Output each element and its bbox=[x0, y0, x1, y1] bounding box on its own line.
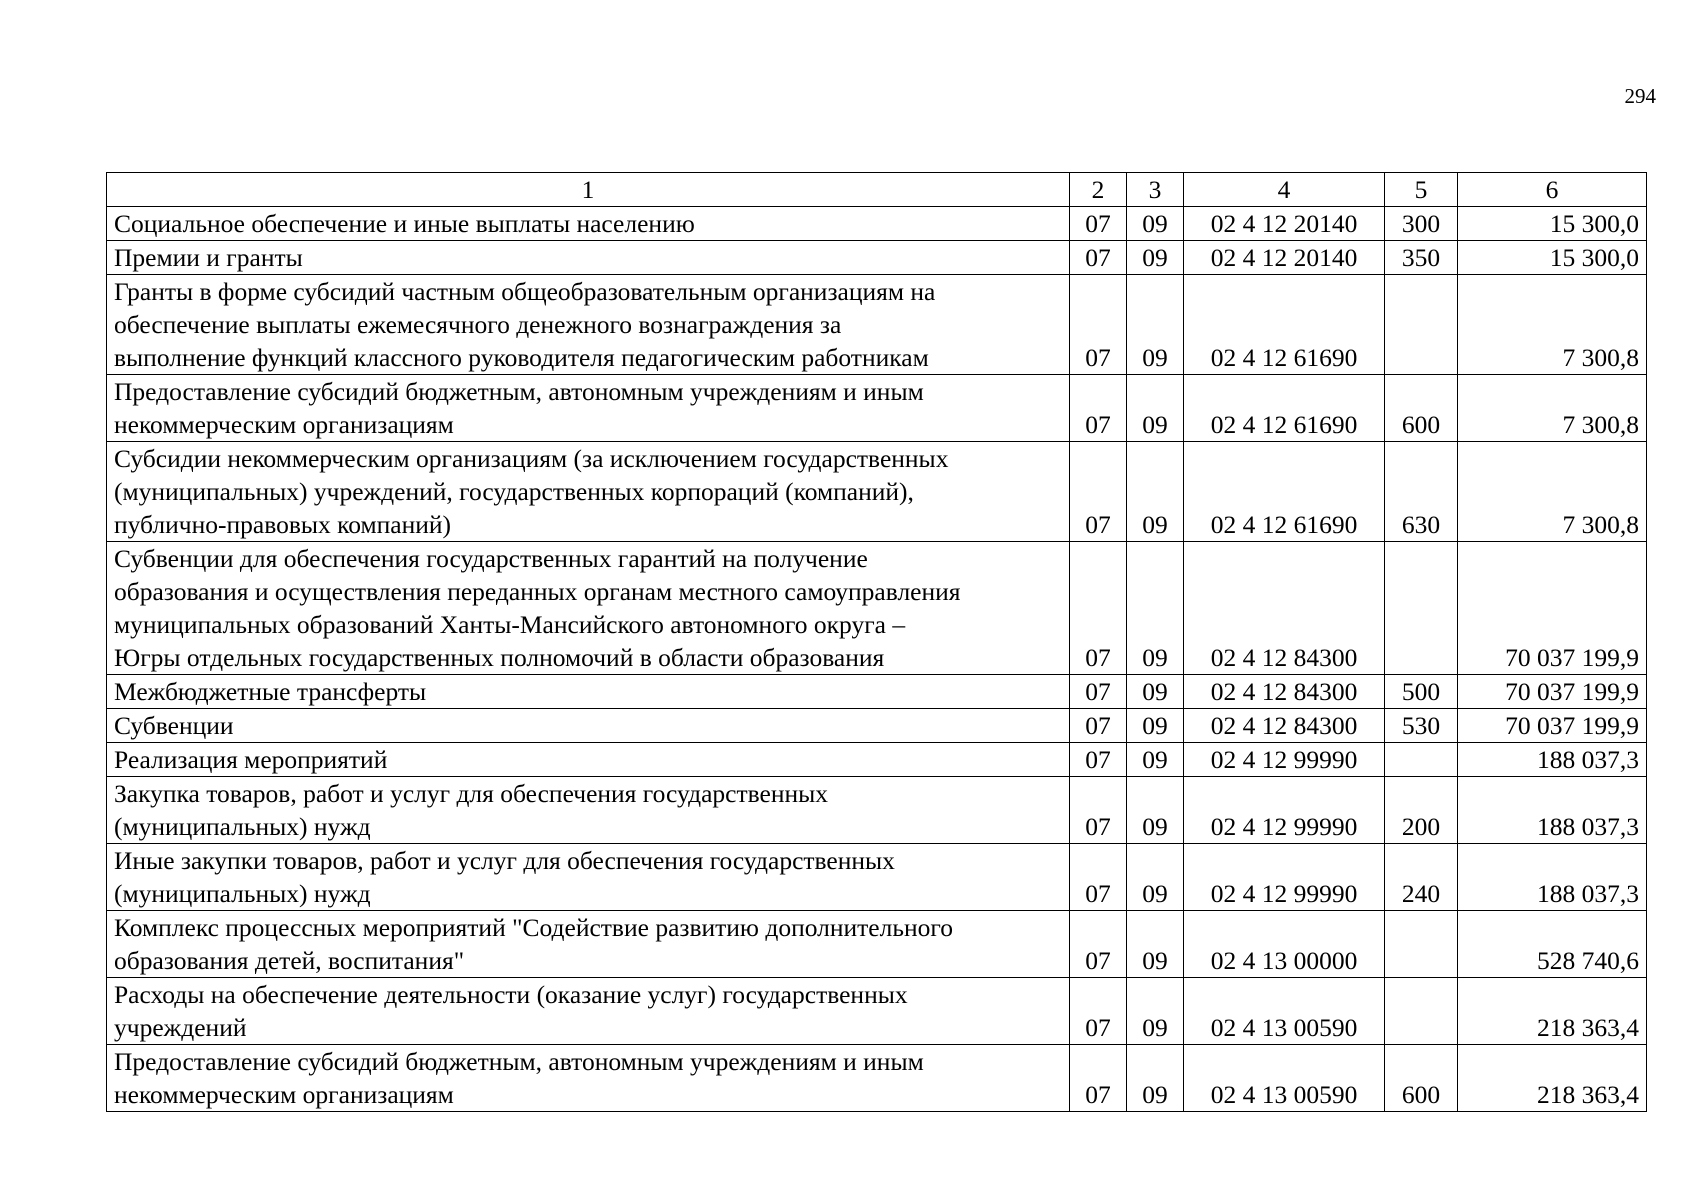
table-row bbox=[107, 375, 1647, 442]
row-amount: 70 037 199,9 bbox=[1458, 709, 1647, 743]
row-amount: 188 037,3 bbox=[1458, 743, 1647, 777]
row-section-code: 07 bbox=[1070, 241, 1127, 275]
row-subsection-code: 09 bbox=[1127, 709, 1184, 743]
row-expense-type-code: 350 bbox=[1385, 241, 1458, 275]
row-section-code: 07 bbox=[1070, 675, 1127, 709]
row-description: Межбюджетные трансферты bbox=[107, 675, 1070, 709]
row-amount: 188 037,3 bbox=[1458, 844, 1647, 911]
row-subsection-code: 09 bbox=[1127, 542, 1184, 675]
row-target-article-code: 02 4 12 61690 bbox=[1184, 375, 1385, 442]
row-description: Комплекс процессных мероприятий "Содействие развитию дополнительного образования детей, воспитания" bbox=[107, 911, 1070, 978]
row-subsection-code: 09 bbox=[1127, 275, 1184, 375]
row-section-code: 07 bbox=[1070, 207, 1127, 241]
row-target-article-code: 02 4 12 20140 bbox=[1184, 241, 1385, 275]
row-target-article-code: 02 4 12 61690 bbox=[1184, 442, 1385, 542]
row-section-code: 07 bbox=[1070, 844, 1127, 911]
table-row bbox=[107, 241, 1647, 275]
table-row bbox=[107, 675, 1647, 709]
row-section-code: 07 bbox=[1070, 978, 1127, 1045]
table-row bbox=[107, 207, 1647, 241]
row-expense-type-code bbox=[1385, 978, 1458, 1045]
row-subsection-code: 09 bbox=[1127, 207, 1184, 241]
header-cell: 1 bbox=[107, 173, 1070, 207]
table-row bbox=[107, 844, 1647, 911]
row-expense-type-code bbox=[1385, 542, 1458, 675]
row-description: Предоставление субсидий бюджетным, автономным учреждениям и иным некоммерческим организациям bbox=[107, 375, 1070, 442]
row-description: Расходы на обеспечение деятельности (оказание услуг) государственных учреждений bbox=[107, 978, 1070, 1045]
row-section-code: 07 bbox=[1070, 375, 1127, 442]
row-amount: 7 300,8 bbox=[1458, 375, 1647, 442]
row-amount: 188 037,3 bbox=[1458, 777, 1647, 844]
row-subsection-code: 09 bbox=[1127, 241, 1184, 275]
row-section-code: 07 bbox=[1070, 709, 1127, 743]
row-target-article-code: 02 4 12 99990 bbox=[1184, 777, 1385, 844]
row-expense-type-code: 200 bbox=[1385, 777, 1458, 844]
row-amount: 218 363,4 bbox=[1458, 1045, 1647, 1112]
row-subsection-code: 09 bbox=[1127, 777, 1184, 844]
row-amount: 70 037 199,9 bbox=[1458, 542, 1647, 675]
row-expense-type-code: 240 bbox=[1385, 844, 1458, 911]
row-description: Субвенции для обеспечения государственных гарантий на получение образования и осуществления переданных органам местного самоуправления муниципальных образований Ханты-Мансийского автономного округа – Югры отдельных государственных полномочий в области образования bbox=[107, 542, 1070, 675]
row-amount: 218 363,4 bbox=[1458, 978, 1647, 1045]
header-cell: 5 bbox=[1385, 173, 1458, 207]
row-subsection-code: 09 bbox=[1127, 911, 1184, 978]
row-description: Иные закупки товаров, работ и услуг для обеспечения государственных (муниципальных) нужд bbox=[107, 844, 1070, 911]
table-header-row bbox=[107, 173, 1647, 207]
page-number: 294 bbox=[1624, 84, 1656, 108]
row-expense-type-code: 500 bbox=[1385, 675, 1458, 709]
row-expense-type-code: 300 bbox=[1385, 207, 1458, 241]
row-target-article-code: 02 4 12 84300 bbox=[1184, 709, 1385, 743]
row-expense-type-code: 630 bbox=[1385, 442, 1458, 542]
row-amount: 70 037 199,9 bbox=[1458, 675, 1647, 709]
row-target-article-code: 02 4 12 20140 bbox=[1184, 207, 1385, 241]
row-section-code: 07 bbox=[1070, 911, 1127, 978]
row-target-article-code: 02 4 13 00000 bbox=[1184, 911, 1385, 978]
row-description: Субвенции bbox=[107, 709, 1070, 743]
row-section-code: 07 bbox=[1070, 542, 1127, 675]
table-row bbox=[107, 978, 1647, 1045]
row-target-article-code: 02 4 12 99990 bbox=[1184, 743, 1385, 777]
row-description: Субсидии некоммерческим организациям (за исключением государственных (муниципальных) учреждений, государственных корпораций (компаний), публично-правовых компаний) bbox=[107, 442, 1070, 542]
row-subsection-code: 09 bbox=[1127, 844, 1184, 911]
row-expense-type-code bbox=[1385, 911, 1458, 978]
table-row bbox=[107, 777, 1647, 844]
row-section-code: 07 bbox=[1070, 777, 1127, 844]
row-expense-type-code: 600 bbox=[1385, 1045, 1458, 1112]
row-amount: 528 740,6 bbox=[1458, 911, 1647, 978]
row-target-article-code: 02 4 13 00590 bbox=[1184, 1045, 1385, 1112]
row-expense-type-code bbox=[1385, 275, 1458, 375]
row-amount: 7 300,8 bbox=[1458, 275, 1647, 375]
row-section-code: 07 bbox=[1070, 275, 1127, 375]
row-subsection-code: 09 bbox=[1127, 442, 1184, 542]
table-row bbox=[107, 911, 1647, 978]
header-cell: 4 bbox=[1184, 173, 1385, 207]
table-body bbox=[107, 173, 1647, 1112]
table-row bbox=[107, 442, 1647, 542]
row-subsection-code: 09 bbox=[1127, 1045, 1184, 1112]
row-expense-type-code: 600 bbox=[1385, 375, 1458, 442]
row-amount: 15 300,0 bbox=[1458, 241, 1647, 275]
row-target-article-code: 02 4 12 99990 bbox=[1184, 844, 1385, 911]
header-cell: 2 bbox=[1070, 173, 1127, 207]
row-section-code: 07 bbox=[1070, 743, 1127, 777]
row-description: Реализация мероприятий bbox=[107, 743, 1070, 777]
row-expense-type-code bbox=[1385, 743, 1458, 777]
row-description: Премии и гранты bbox=[107, 241, 1070, 275]
row-subsection-code: 09 bbox=[1127, 375, 1184, 442]
row-subsection-code: 09 bbox=[1127, 978, 1184, 1045]
table-row bbox=[107, 743, 1647, 777]
row-subsection-code: 09 bbox=[1127, 675, 1184, 709]
header-cell: 6 bbox=[1458, 173, 1647, 207]
row-target-article-code: 02 4 13 00590 bbox=[1184, 978, 1385, 1045]
row-amount: 7 300,8 bbox=[1458, 442, 1647, 542]
row-target-article-code: 02 4 12 84300 bbox=[1184, 675, 1385, 709]
row-description: Социальное обеспечение и иные выплаты населению bbox=[107, 207, 1070, 241]
table-row bbox=[107, 275, 1647, 375]
row-subsection-code: 09 bbox=[1127, 743, 1184, 777]
row-section-code: 07 bbox=[1070, 1045, 1127, 1112]
header-cell: 3 bbox=[1127, 173, 1184, 207]
row-description: Предоставление субсидий бюджетным, автономным учреждениям и иным некоммерческим организациям bbox=[107, 1045, 1070, 1112]
row-description: Гранты в форме субсидий частным общеобразовательным организациям на обеспечение выплаты ежемесячного денежного вознаграждения за выполнение функций классного руководителя педагогическим работникам bbox=[107, 275, 1070, 375]
table-row bbox=[107, 1045, 1647, 1112]
row-target-article-code: 02 4 12 61690 bbox=[1184, 275, 1385, 375]
budget-table bbox=[106, 172, 1647, 1112]
row-target-article-code: 02 4 12 84300 bbox=[1184, 542, 1385, 675]
table-row bbox=[107, 542, 1647, 675]
row-section-code: 07 bbox=[1070, 442, 1127, 542]
row-description: Закупка товаров, работ и услуг для обеспечения государственных (муниципальных) нужд bbox=[107, 777, 1070, 844]
table-row bbox=[107, 709, 1647, 743]
row-amount: 15 300,0 bbox=[1458, 207, 1647, 241]
row-expense-type-code: 530 bbox=[1385, 709, 1458, 743]
